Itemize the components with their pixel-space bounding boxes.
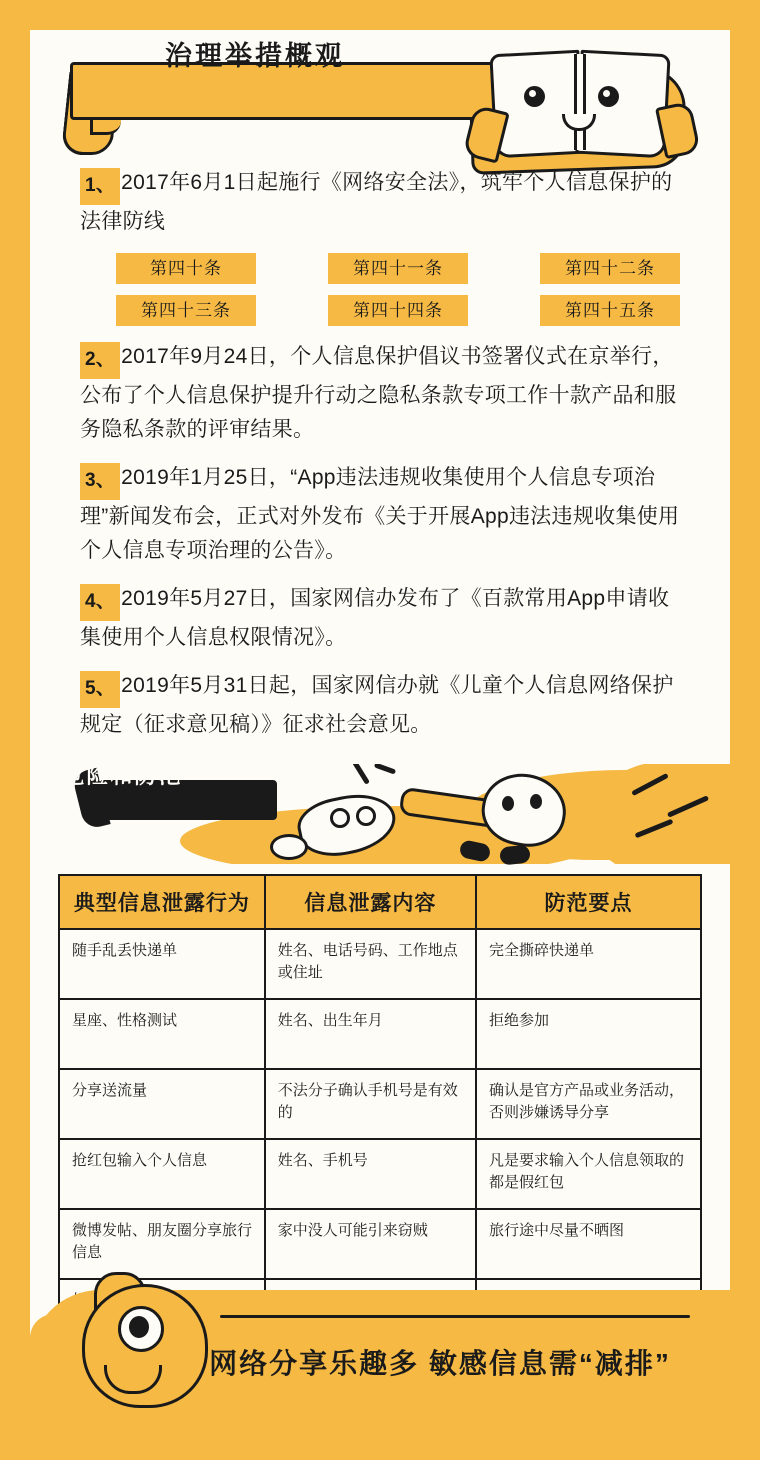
danger-tag-label: 危险和防范: [62, 763, 183, 788]
poster-canvas: [30, 30, 730, 1430]
page-title: 治理举措概观: [165, 41, 345, 71]
law-article-chip-group: [116, 253, 726, 326]
cell-content: 姓名、出生年月: [265, 999, 476, 1069]
item-number: 3、: [80, 463, 120, 500]
column-header-content: 信息泄露内容: [265, 876, 476, 929]
footer: [30, 1255, 730, 1430]
column-header-behavior: 典型信息泄露行为: [60, 876, 265, 929]
cell-prevention: 拒绝参加: [476, 999, 700, 1069]
law-chip[interactable]: 第四十一条: [328, 253, 468, 284]
cell-behavior: 微博发帖、朋友圈分享旅行信息: [60, 1209, 265, 1279]
measures-list: [30, 166, 730, 742]
law-chip[interactable]: 第四十二条: [540, 253, 680, 284]
book-spine: [574, 54, 586, 150]
column-header-prevention: 防范要点: [476, 876, 700, 929]
table-row: [60, 1069, 700, 1139]
item-text: 2019年1月25日，“App违法违规收集使用个人信息专项治理”新闻发布会，正式对外发布《关于开展App违法违规收集使用个人信息专项治理的公告》。: [80, 466, 680, 562]
cell-behavior: 分享送流量: [60, 1069, 265, 1139]
law-chip[interactable]: 第四十条: [116, 253, 256, 284]
law-chip[interactable]: 第四十五条: [540, 295, 680, 326]
item-text: 2019年5月31日起，国家网信办就《儿童个人信息网络保护规定（征求意见稿）》征求社会意见。: [80, 674, 674, 736]
header: [30, 30, 730, 160]
item-number: 4、: [80, 584, 120, 621]
book-mascot-icon: [490, 52, 670, 162]
item-number: 2、: [80, 342, 120, 379]
footer-slogan: 网络分享乐趣多 敏感信息需“减排”: [209, 1348, 671, 1379]
item-number: 5、: [80, 671, 120, 708]
list-item: [80, 340, 688, 447]
cell-prevention: 完全撕碎快递单: [476, 929, 700, 999]
law-chip[interactable]: 第四十三条: [116, 295, 256, 326]
cell-prevention: 确认是官方产品或业务活动，否则涉嫌诱导分享: [476, 1069, 700, 1139]
cell-prevention: 凡是要求输入个人信息领取的都是假红包: [476, 1139, 700, 1209]
dog-eye-icon: [118, 1306, 164, 1352]
footer-divider-line: [220, 1315, 690, 1318]
list-item: [80, 461, 688, 568]
cell-content: 不法分子确认手机号是有效的: [265, 1069, 476, 1139]
table-row: [60, 1139, 700, 1209]
table-row: [60, 999, 700, 1069]
item-text: 2017年9月24日，个人信息保护倡议书签署仪式在京举行，公布了个人信息保护提升行动之隐私条款专项工作十款产品和服务隐私条款的评审结果。: [80, 345, 677, 441]
cell-behavior: 星座、性格测试: [60, 999, 265, 1069]
cell-content: 姓名、电话号码、工作地点或住址: [265, 929, 476, 999]
law-chip[interactable]: 第四十四条: [328, 295, 468, 326]
cell-prevention: 旅行途中尽量不晒图: [476, 1209, 700, 1279]
cell-behavior: 抢红包输入个人信息: [60, 1139, 265, 1209]
cell-content: 家中没人可能引来窃贼: [265, 1209, 476, 1279]
table-header-row: [60, 876, 700, 929]
book-eye-left: [524, 86, 545, 107]
table-row: [60, 929, 700, 999]
cell-content: 姓名、手机号: [265, 1139, 476, 1209]
book-eye-right: [598, 86, 619, 107]
item-text: 2017年6月1日起施行《网络安全法》，筑牢个人信息保护的法律防线: [80, 171, 673, 233]
list-item: [80, 166, 688, 239]
cell-behavior: 随手乱丢快递单: [60, 929, 265, 999]
list-item: [80, 669, 688, 742]
list-item: [80, 582, 688, 655]
danger-section-header: [30, 756, 730, 874]
item-number: 1、: [80, 168, 120, 205]
item-text: 2019年5月27日，国家网信办发布了《百款常用App申请收集使用个人信息权限情况》。: [80, 587, 670, 649]
book-right-page: [575, 50, 670, 159]
